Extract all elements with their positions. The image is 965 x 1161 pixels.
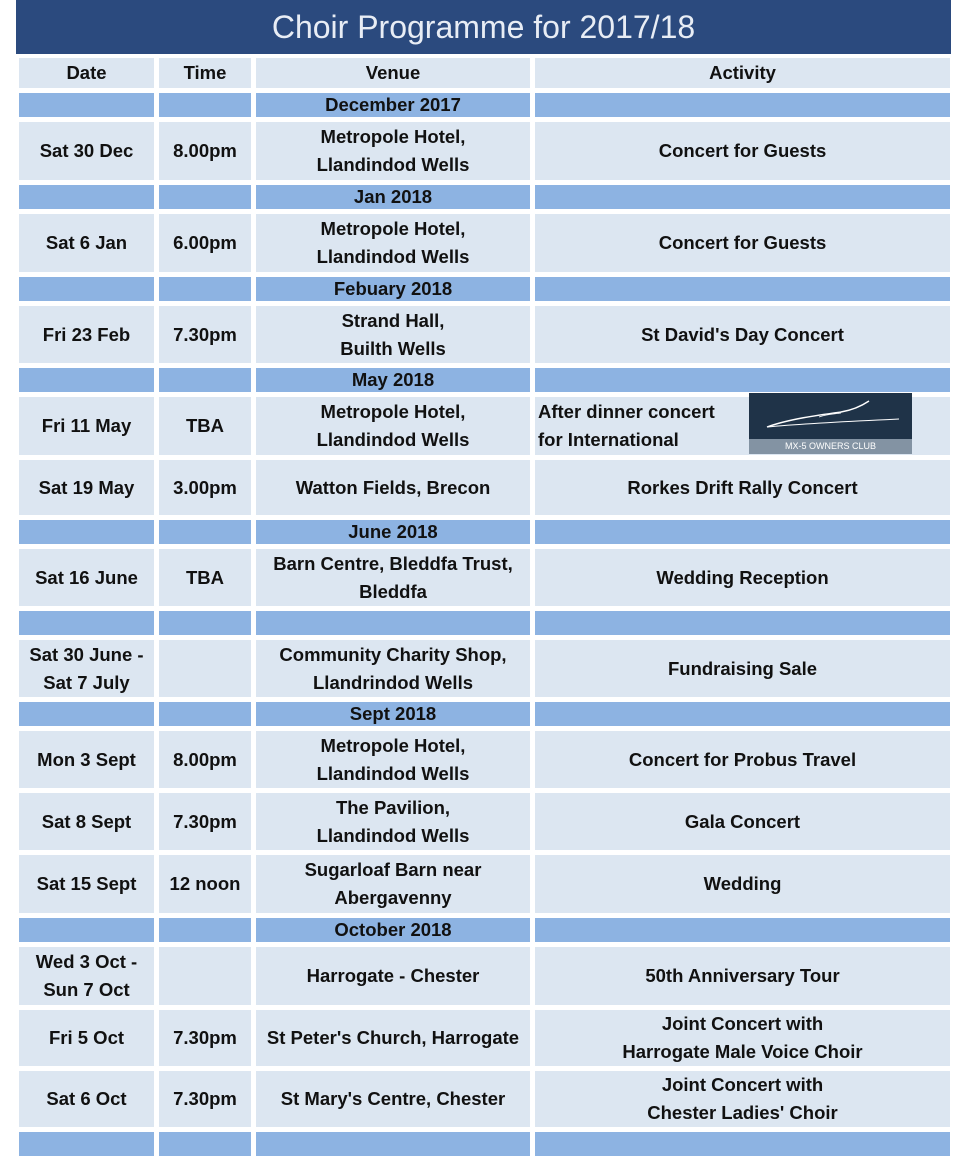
month-row-date: [19, 368, 154, 392]
event-activity: Wedding: [535, 855, 950, 913]
month-heading: June 2018: [256, 520, 530, 544]
month-heading: May 2018: [256, 368, 530, 392]
event-date: Sat 15 Sept: [19, 855, 154, 913]
event-activity: Fundraising Sale: [535, 640, 950, 697]
month-row-time: [159, 520, 251, 544]
footer-row: [19, 1132, 154, 1156]
month-row-time: [159, 368, 251, 392]
month-row-date: [19, 93, 154, 117]
event-venue: The Pavilion, Llandindod Wells: [256, 793, 530, 850]
month-row-date: [19, 185, 154, 209]
event-venue: Strand Hall, Builth Wells: [256, 306, 530, 363]
event-venue: St Peter's Church, Harrogate: [256, 1010, 530, 1066]
event-date: Fri 11 May: [19, 397, 154, 455]
event-venue: Barn Centre, Bleddfa Trust, Bleddfa: [256, 549, 530, 606]
event-date: Wed 3 Oct - Sun 7 Oct: [19, 947, 154, 1005]
event-venue: Watton Fields, Brecon: [256, 460, 530, 515]
month-row-activity: [535, 702, 950, 726]
event-time: 7.30pm: [159, 306, 251, 363]
event-date: Sat 19 May: [19, 460, 154, 515]
month-row-activity: [535, 277, 950, 301]
event-time: 8.00pm: [159, 122, 251, 180]
event-date: Sat 6 Jan: [19, 214, 154, 272]
mx5-owners-club-logo: [749, 393, 912, 454]
event-activity: After dinner concert for International: [535, 397, 950, 455]
month-row-date: [19, 277, 154, 301]
event-time: TBA: [159, 397, 251, 455]
event-time: TBA: [159, 549, 251, 606]
month-row-activity: [535, 185, 950, 209]
event-venue: Metropole Hotel, Llandindod Wells: [256, 122, 530, 180]
event-date: Sat 30 Dec: [19, 122, 154, 180]
month-row-date: [19, 520, 154, 544]
event-venue: Community Charity Shop, Llandrindod Wells: [256, 640, 530, 697]
event-time: 7.30pm: [159, 1010, 251, 1066]
header-venue: Venue: [256, 58, 530, 88]
header-activity: Activity: [535, 58, 950, 88]
month-row-date: [19, 702, 154, 726]
event-date: Sat 8 Sept: [19, 793, 154, 850]
month-row-time: [159, 277, 251, 301]
footer-row: [256, 1132, 530, 1156]
event-time: 7.30pm: [159, 1071, 251, 1127]
event-activity: Concert for Guests: [535, 122, 950, 180]
event-date: Fri 5 Oct: [19, 1010, 154, 1066]
event-time: 6.00pm: [159, 214, 251, 272]
event-activity: Joint Concert with Harrogate Male Voice Choir: [535, 1010, 950, 1066]
car-silhouette-icon: [749, 393, 912, 439]
month-row-time: [159, 185, 251, 209]
event-activity: Joint Concert with Chester Ladies' Choir: [535, 1071, 950, 1127]
event-venue: Metropole Hotel, Llandindod Wells: [256, 731, 530, 788]
event-time: 7.30pm: [159, 793, 251, 850]
event-venue: Metropole Hotel, Llandindod Wells: [256, 397, 530, 455]
month-row-activity: [535, 93, 950, 117]
event-activity: Wedding Reception: [535, 549, 950, 606]
event-time: [159, 947, 251, 1005]
event-activity: St David's Day Concert: [535, 306, 950, 363]
event-time: 12 noon: [159, 855, 251, 913]
separator-row: [256, 611, 530, 635]
month-row-activity: [535, 918, 950, 942]
month-heading: December 2017: [256, 93, 530, 117]
event-date: Mon 3 Sept: [19, 731, 154, 788]
month-heading: Sept 2018: [256, 702, 530, 726]
event-time: 3.00pm: [159, 460, 251, 515]
event-time: [159, 640, 251, 697]
header-date: Date: [19, 58, 154, 88]
month-heading: October 2018: [256, 918, 530, 942]
separator-row: [19, 611, 154, 635]
logo-caption: MX-5 OWNERS CLUB: [749, 439, 912, 454]
header-time: Time: [159, 58, 251, 88]
event-time: 8.00pm: [159, 731, 251, 788]
event-activity: Gala Concert: [535, 793, 950, 850]
event-venue: St Mary's Centre, Chester: [256, 1071, 530, 1127]
event-activity: Concert for Probus Travel: [535, 731, 950, 788]
event-date: Sat 6 Oct: [19, 1071, 154, 1127]
footer-row: [535, 1132, 950, 1156]
month-heading: Jan 2018: [256, 185, 530, 209]
separator-row: [159, 611, 251, 635]
month-row-activity: [535, 368, 950, 392]
event-activity: 50th Anniversary Tour: [535, 947, 950, 1005]
event-date: Sat 30 June - Sat 7 July: [19, 640, 154, 697]
event-date: Sat 16 June: [19, 549, 154, 606]
month-heading: Febuary 2018: [256, 277, 530, 301]
event-activity: Concert for Guests: [535, 214, 950, 272]
page-title: Choir Programme for 2017/18: [16, 0, 951, 54]
month-row-time: [159, 918, 251, 942]
month-row-time: [159, 702, 251, 726]
event-venue: Metropole Hotel, Llandindod Wells: [256, 214, 530, 272]
event-venue: Sugarloaf Barn near Abergavenny: [256, 855, 530, 913]
event-date: Fri 23 Feb: [19, 306, 154, 363]
month-row-activity: [535, 520, 950, 544]
event-activity: Rorkes Drift Rally Concert: [535, 460, 950, 515]
separator-row: [535, 611, 950, 635]
month-row-date: [19, 918, 154, 942]
event-venue: Harrogate - Chester: [256, 947, 530, 1005]
footer-row: [159, 1132, 251, 1156]
month-row-time: [159, 93, 251, 117]
